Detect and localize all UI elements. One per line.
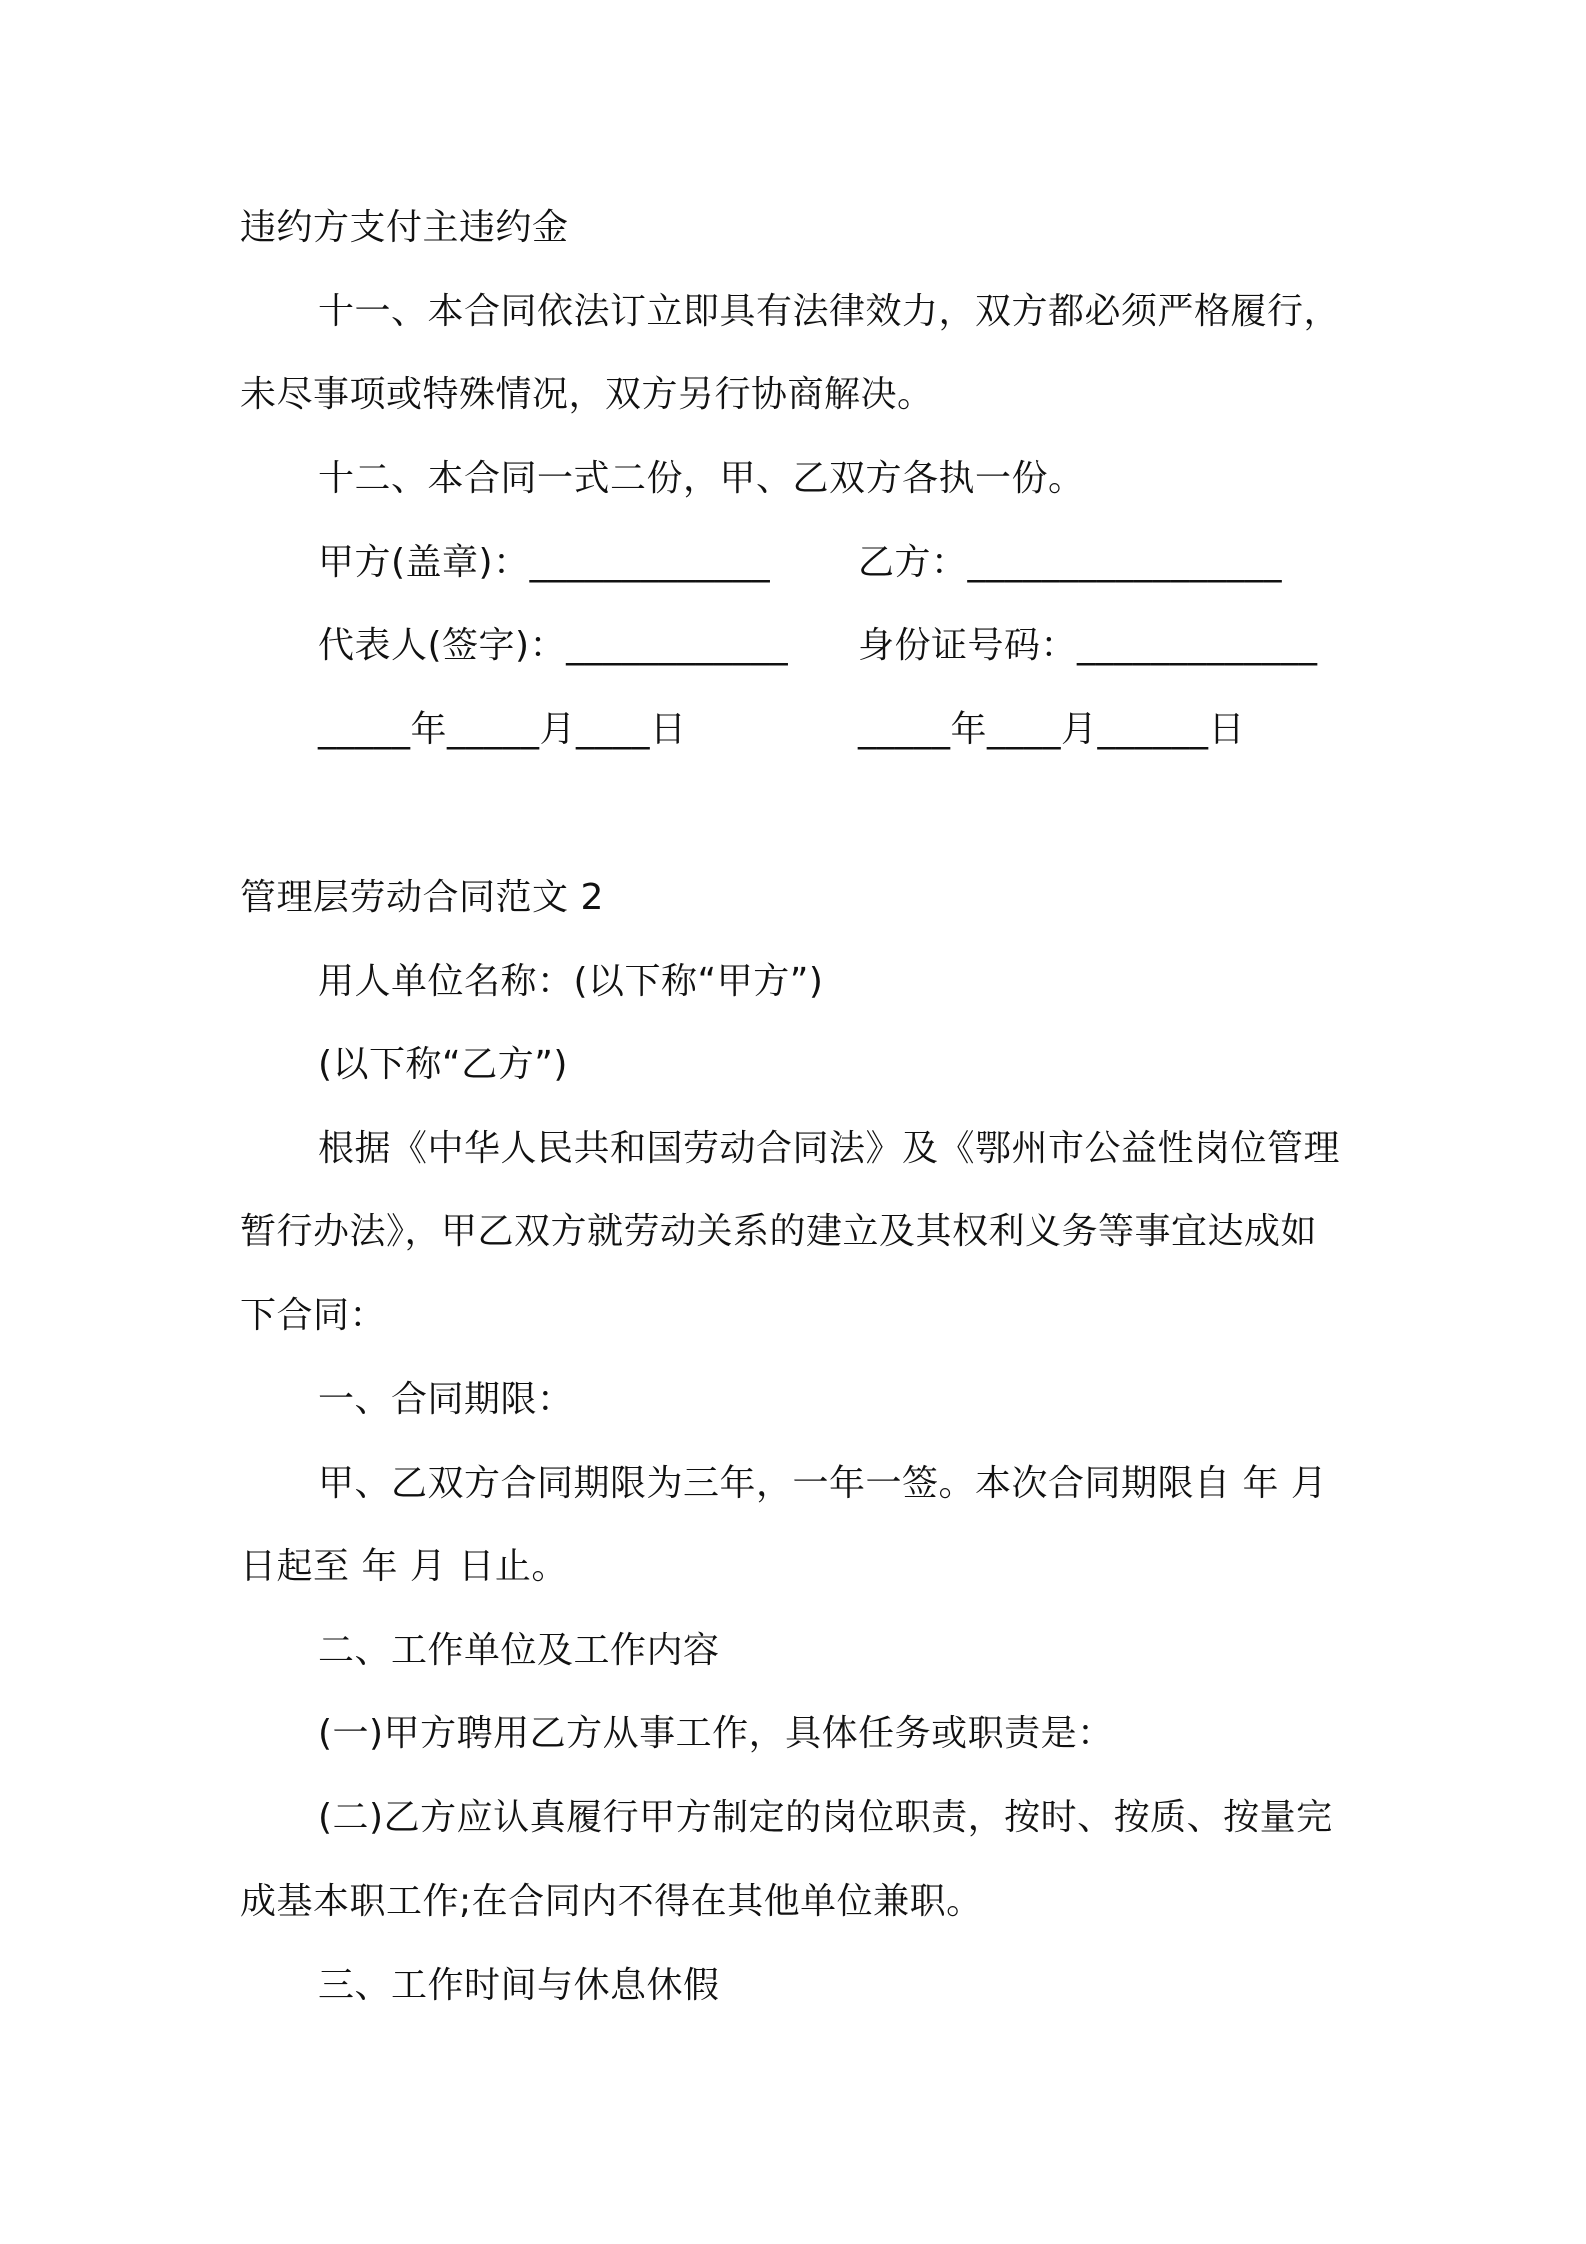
representative-signature-field: 代表人(签字)：____________: [318, 625, 789, 666]
paragraph-line: 成基本职工作;在合同内不得在其他单位兼职。: [240, 1881, 983, 1922]
paragraph-line: 甲、乙双方合同期限为三年，一年一签。本次合同期限自 年 月: [318, 1463, 1328, 1504]
id-number-field: 身份证号码：_____________: [858, 625, 1318, 666]
party-a-seal-field: 甲方(盖章)：_____________: [318, 542, 771, 583]
date-field-left: _____年_____月____日: [318, 709, 687, 750]
paragraph-line: 未尽事项或特殊情况，双方另行协商解决。: [240, 374, 934, 415]
paragraph-line: 根据《中华人民共和国劳动合同法》及《鄂州市公益性岗位管理: [318, 1128, 1341, 1169]
clause-eleven: 十一、本合同依法订立即具有法律效力，双方都必须严格履行，: [318, 291, 1341, 332]
paragraph-line: (二)乙方应认真履行甲方制定的岗位职责，按时、按质、按量完: [318, 1797, 1333, 1838]
paragraph-line: 下合同：: [240, 1295, 387, 1336]
paragraph-line: (一)甲方聘用乙方从事工作，具体任务或职责是：: [318, 1713, 1114, 1754]
employee-name-line: (以下称“乙方”): [318, 1044, 568, 1085]
paragraph-line: 日起至 年 月 日止。: [240, 1546, 568, 1587]
clause-heading: 一、合同期限：: [318, 1379, 574, 1420]
party-b-field: 乙方：_________________: [858, 542, 1283, 583]
paragraph-line: 违约方支付主违约金: [240, 207, 569, 248]
clause-heading: 二、工作单位及工作内容: [318, 1630, 720, 1671]
employer-name-line: 用人单位名称：(以下称“甲方”): [318, 961, 824, 1002]
date-field-right: _____年____月______日: [858, 709, 1246, 750]
clause-twelve: 十二、本合同一式二份，甲、乙双方各执一份。: [318, 458, 1085, 499]
section-heading: 管理层劳动合同范文 2: [240, 877, 604, 918]
clause-heading: 三、工作时间与休息休假: [318, 1965, 720, 2006]
paragraph-line: 暂行办法》，甲乙双方就劳动关系的建立及其权利义务等事宜达成如: [240, 1211, 1318, 1252]
